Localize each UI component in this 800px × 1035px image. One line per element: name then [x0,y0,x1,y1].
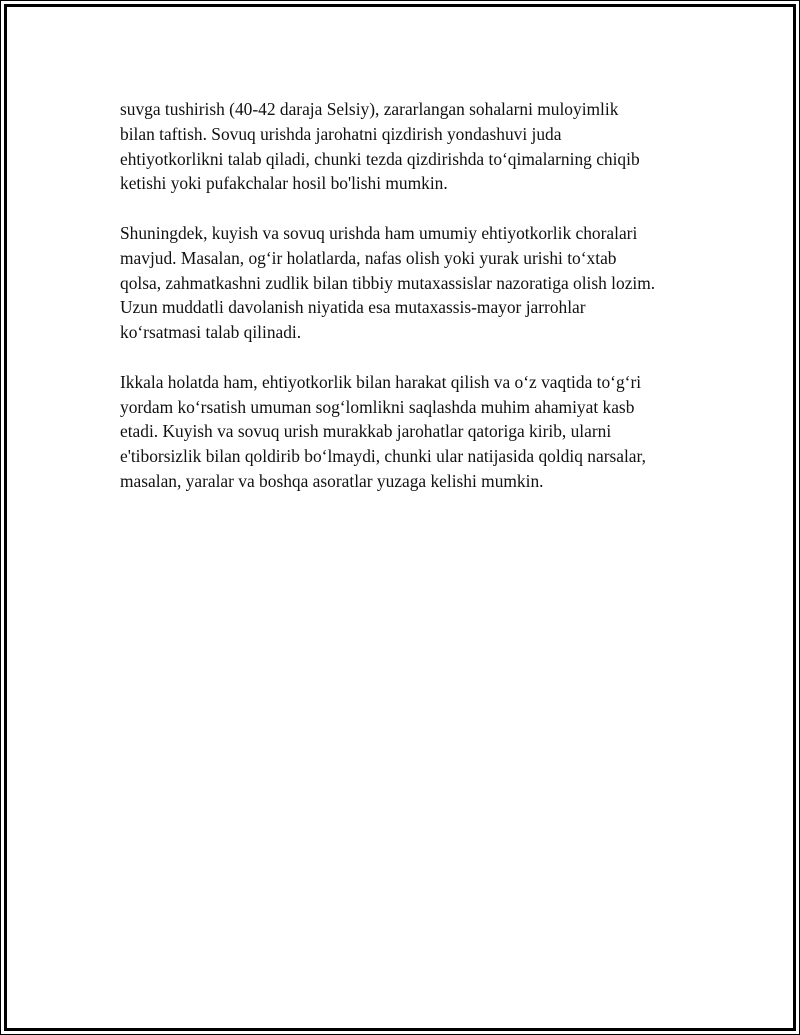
text-line: bilan taftish. Sovuq urishda jarohatni qizdirish yondashuvi juda [120,123,562,144]
text-line: e'tiborsizlik bilan qoldirib bo‘lmaydi, chunki ular natijasida qoldiq narsalar, [120,446,646,467]
text-line: qolsa, zahmatkashni zudlik bilan tibbiy mutaxassislar nazoratiga olish lozim. [120,272,656,293]
paragraph-1 [120,97,700,196]
text-line: suvga tushirish (40-42 daraja Selsiy), zararlangan sohalarni muloyimlik [120,99,619,119]
text-line: ko‘rsatmasi talab qilinadi. [120,322,302,343]
document-body [120,97,700,519]
text-line: mavjud. Masalan, og‘ir holatlarda, nafas olish yoki yurak urishi to‘xtab [120,247,617,268]
text-line: ketishi yoki pufakchalar hosil bo'lishi mumkin. [120,173,448,194]
text-line: Ikkala holatda ham, ehtiyotkorlik bilan harakat qilish va o‘z vaqtida to‘g‘ri [120,371,642,392]
text-line: etadi. Kuyish va sovuq urish murakkab jarohatlar qatoriga kirib, ularni [120,421,612,442]
paragraph-3 [120,370,700,494]
text-line: Shuningdek, kuyish va sovuq urishda ham umumiy ehtiyotkorlik choralari [120,222,638,243]
paragraph-2 [120,221,700,345]
page-inner-border [4,4,796,1031]
text-line: yordam ko‘rsatish umuman sog‘lomlikni saqlashda muhim ahamiyat kasb [120,396,635,417]
text-line: ehtiyotkorlikni talab qiladi, chunki tezda qizdirishda to‘qimalarning chiqib [120,148,640,169]
text-line: Uzun muddatli davolanish niyatida esa mutaxassis-mayor jarrohlar [120,297,586,318]
text-line: masalan, yaralar va boshqa asoratlar yuzaga kelishi mumkin. [120,470,544,491]
